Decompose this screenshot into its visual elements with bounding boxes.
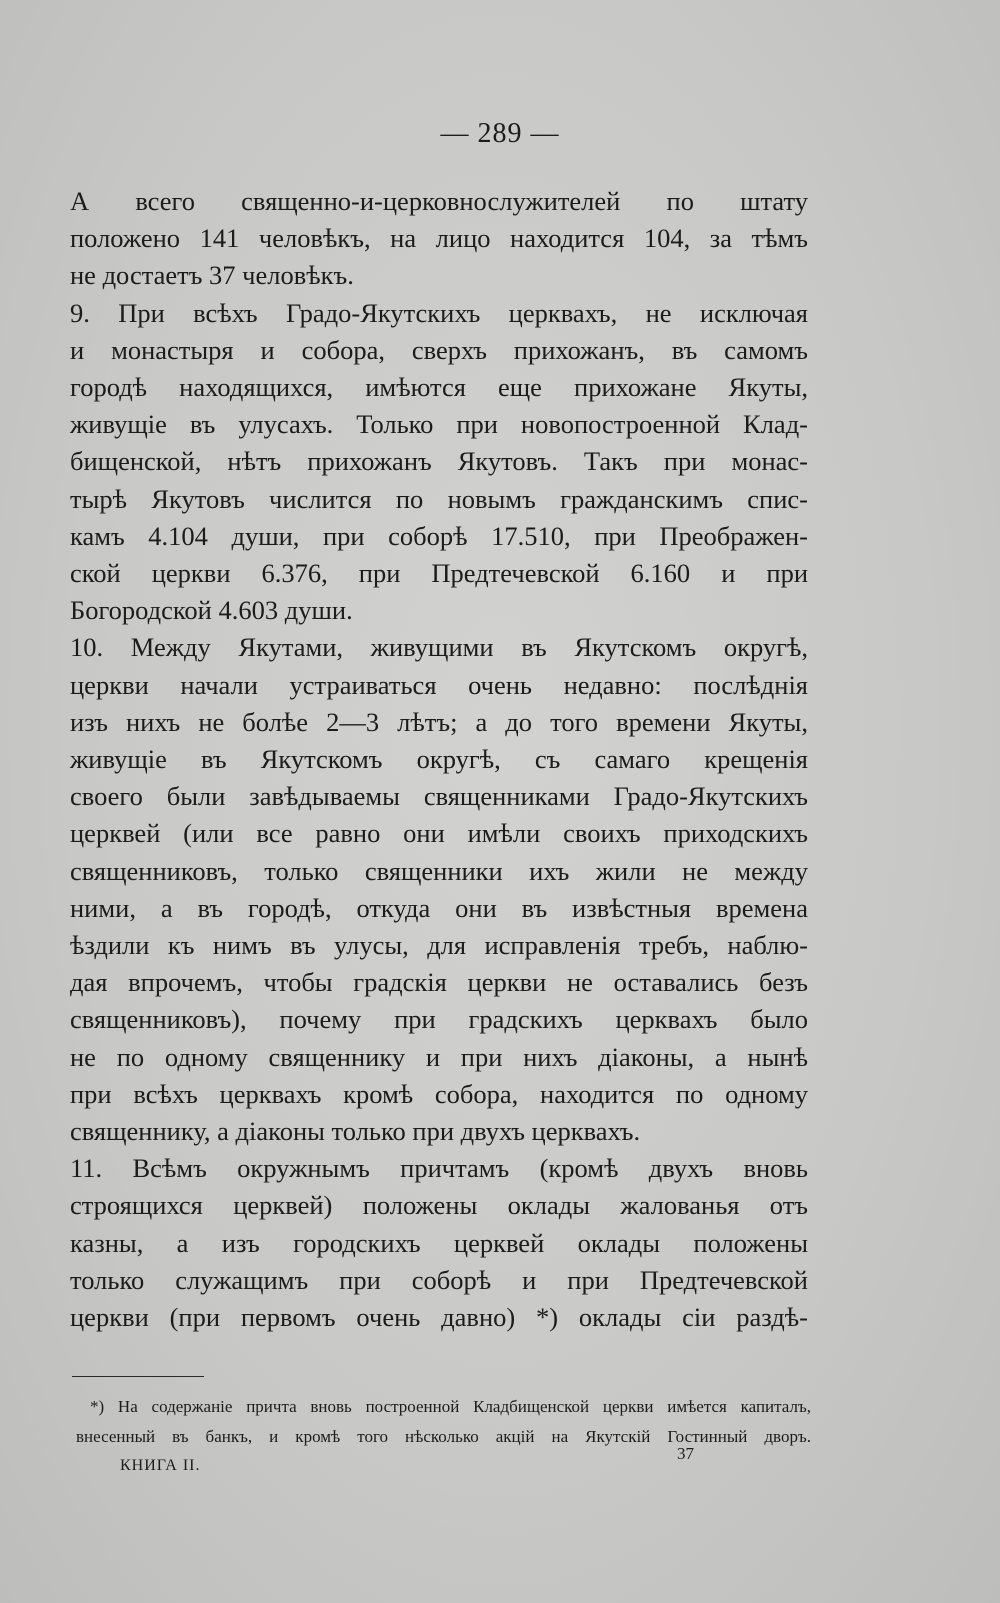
paragraph-10 <box>70 629 808 1150</box>
text-line: 9. При всѣхъ Градо-Якутскихъ церквахъ, не исключая <box>70 297 808 328</box>
paragraph-11 <box>70 1150 808 1336</box>
text-line: своего были завѣдываемы священниками Градо-Якутскихъ <box>70 781 808 812</box>
footnote-divider <box>72 1376 204 1377</box>
text-line: ними, а въ городѣ, откуда они въ извѣстныя времена <box>70 892 808 923</box>
sheet-number: 37 <box>677 1444 694 1463</box>
footnote <box>76 1392 811 1452</box>
text-line: не достаетъ 37 человѣкъ. <box>70 260 354 291</box>
text-line: 10. Между Якутами, живущими въ Якутскомъ округѣ, <box>70 632 808 663</box>
text-line: священниковъ), почему при градскихъ церквахъ было <box>70 1004 808 1035</box>
text-line: только служащимъ при соборѣ и при Предтечевской <box>70 1264 808 1295</box>
text-line: строящихся церквей) положены оклады жалованья отъ <box>70 1190 808 1221</box>
text-line: при всѣхъ церквахъ кромѣ собора, находится по одному <box>70 1078 808 1109</box>
paragraph-9 <box>70 295 808 630</box>
text-line: 11. Всѣмъ окружнымъ причтамъ (кромѣ двухъ вновь <box>70 1153 808 1184</box>
text-line: церкви начали устраиваться очень недавно: послѣднія <box>70 669 808 700</box>
text-line: изъ нихъ не болѣе 2—3 лѣтъ; а до того времени Якуты, <box>70 706 808 737</box>
text-line: церквей (или все равно они имѣли своихъ приходскихъ <box>70 818 808 849</box>
text-line: А всего священно-и-церковнослужителей по штату <box>70 186 808 216</box>
page-number: — 289 — <box>440 118 560 149</box>
printer-signature: КНИГА II. <box>120 1457 201 1474</box>
text-line: ѣздили къ нимъ въ улусы, для исправленія требъ, наблю- <box>70 930 808 961</box>
paragraph-intro <box>70 183 808 295</box>
text-line: положено 141 человѣкъ, на лицо находится 104, за тѣмъ <box>70 223 808 254</box>
text-line: дая впрочемъ, чтобы градскія церкви не оставались безъ <box>70 967 808 998</box>
text-line: не по одному священнику и при нихъ діаконы, а нынѣ <box>70 1041 808 1072</box>
text-line: священниковъ, только священники ихъ жили не между <box>70 855 808 886</box>
footnote-line: внесенный въ банкъ, и кромѣ того нѣсколько акцій на Якутскій Гостинный дворъ. <box>76 1427 811 1446</box>
text-line: ской церкви 6.376, при Предтечевской 6.160 и при <box>70 558 808 589</box>
text-line: тырѣ Якутовъ числится по новымъ гражданскимъ спис- <box>70 483 808 514</box>
text-line: городѣ находящихся, имѣются еще прихожане Якуты, <box>70 372 808 403</box>
text-line: казны, а изъ городскихъ церквей оклады положены <box>70 1227 808 1258</box>
text-line: бищенской, нѣтъ прихожанъ Якутовъ. Такъ при монас- <box>70 446 808 477</box>
text-line: живущіе въ Якутскомъ округѣ, съ самаго крещенія <box>70 744 808 775</box>
body-text <box>70 183 808 1336</box>
text-line: живущіе въ улусахъ. Только при новопостроенной Клад- <box>70 409 808 440</box>
text-line: церкви (при первомъ очень давно) *) оклады сіи раздѣ- <box>70 1302 808 1333</box>
text-line: Богородской 4.603 души. <box>70 595 353 626</box>
footnote-line: *) На содержаніе причта вновь построенной Кладбищенской церкви имѣется капиталъ, <box>90 1397 811 1416</box>
text-line: священнику, а діаконы только при двухъ церквахъ. <box>70 1116 641 1147</box>
text-line: камъ 4.104 души, при соборѣ 17.510, при Преображен- <box>70 520 808 551</box>
text-line: и монастыря и собора, сверхъ прихожанъ, въ самомъ <box>70 334 808 365</box>
